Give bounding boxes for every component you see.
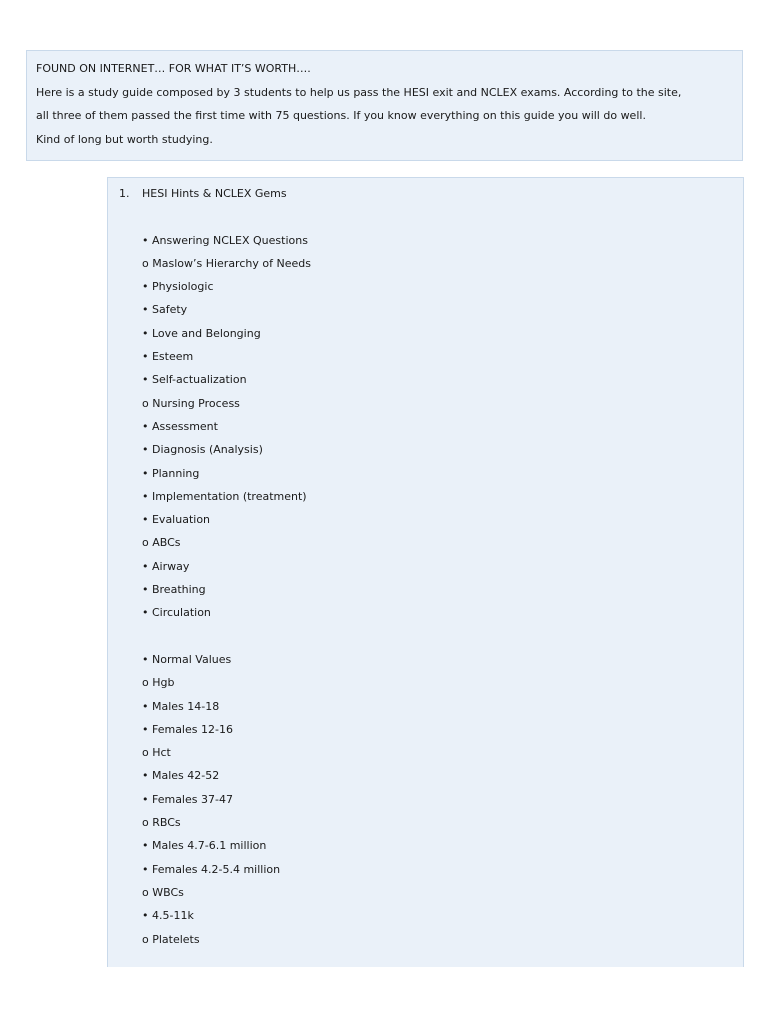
list-item: • Males 14-18 (142, 699, 220, 713)
list-item: o ABCs (142, 536, 181, 550)
list-item: • Females 12-16 (142, 722, 233, 736)
intro-box (26, 50, 743, 161)
guide-heading-number: 1. (119, 187, 130, 200)
list-item: o Hgb (142, 676, 175, 690)
intro-line: Here is a study guide composed by 3 students to help us pass the HESI exit and NCLEX exams. According to the site, (36, 85, 682, 99)
intro-line: FOUND ON INTERNET… FOR WHAT IT’S WORTH…. (36, 62, 311, 75)
list-item: • Breathing (142, 583, 206, 597)
intro-line: all three of them passed the first time with 75 questions. If you know everything on this guide you will do well. (36, 109, 646, 122)
list-item: • Physiologic (142, 280, 214, 294)
list-item: o Nursing Process (142, 396, 240, 410)
list-item: • Males 4.7-6.1 million (142, 839, 267, 853)
list-item: o Hct (142, 746, 171, 760)
study-guide-box (107, 177, 744, 967)
blank-line (119, 205, 743, 228)
list-item: o RBCs (142, 816, 181, 830)
list-item: • Love and Belonging (142, 326, 261, 340)
blank-line (119, 625, 743, 648)
list-item: • Diagnosis (Analysis) (142, 443, 263, 457)
list-item: • Females 37-47 (142, 792, 233, 806)
list-item: • Females 4.2-5.4 million (142, 862, 281, 876)
guide-heading-title: HESI Hints & NCLEX Gems (142, 187, 287, 200)
list-item: o Maslow’s Hierarchy of Needs (142, 256, 311, 270)
list-item: • Esteem (142, 350, 194, 364)
guide-list (119, 205, 743, 951)
list-item: • Implementation (treatment) (142, 489, 307, 503)
list-item: • Airway (142, 559, 190, 573)
list-item: • Self-actualization (142, 373, 247, 387)
list-item: • Planning (142, 466, 200, 480)
guide-heading (119, 182, 743, 205)
list-item: • 4.5-11k (142, 909, 194, 923)
list-item: • Assessment (142, 419, 218, 433)
list-item: • Safety (142, 303, 188, 317)
list-item: • Answering NCLEX Questions (142, 233, 308, 247)
list-item: • Evaluation (142, 513, 211, 527)
list-item: o WBCs (142, 885, 184, 899)
list-item: o Platelets (142, 932, 200, 946)
intro-line: Kind of long but worth studying. (36, 132, 213, 146)
list-item: • Males 42-52 (142, 769, 220, 783)
list-item: • Normal Values (142, 652, 232, 666)
list-item: • Circulation (142, 606, 211, 620)
